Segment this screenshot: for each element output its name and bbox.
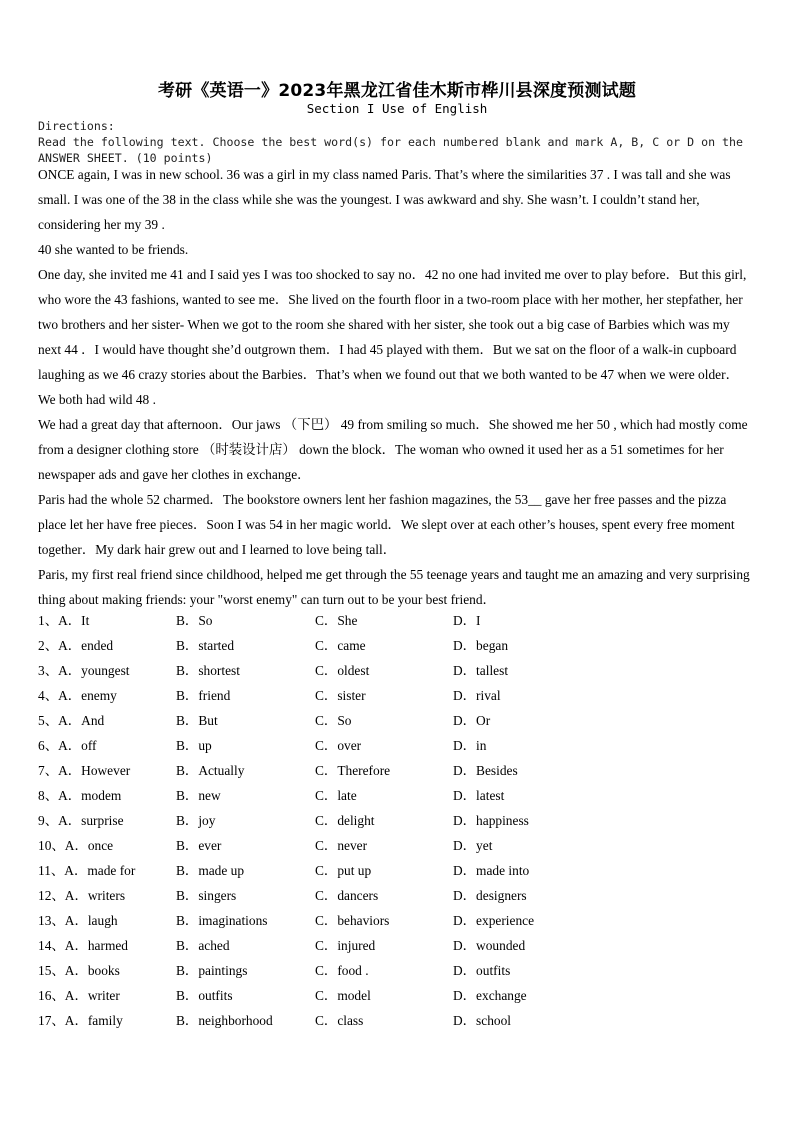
passage-paragraph: Paris had the whole 52 charmed．The bookstore owners lent her fashion magazines, the 53__ gave her free passes and the pizza place let her have free pieces．Soon I was 54 in her magic world．We slept over at each other’s houses, spent every free moment together．My dark hair grew out and I learned to love being tall． <box>38 492 735 557</box>
section-heading: Section I Use of English <box>306 101 488 116</box>
option-a: 16、A．writer <box>38 988 120 1003</box>
question-row <box>38 908 754 933</box>
question-row <box>38 708 754 733</box>
question-options <box>38 608 754 1033</box>
passage-paragraph: 40 she wanted to be friends. <box>38 242 189 257</box>
passage-paragraph: Paris, my first real friend since childhood, helped me get through the 55 teenage years and taught me an amazing and very surprising thing about making friends: your "worst enemy" can turn out to be your best friend． <box>38 567 750 607</box>
option-c: C．sister <box>315 688 366 703</box>
option-c: C．put up <box>315 863 372 878</box>
question-row <box>38 683 754 708</box>
option-c: C．dancers <box>315 888 379 903</box>
option-c: C．came <box>315 638 366 653</box>
question-row <box>38 633 754 658</box>
option-c: C．class <box>315 1013 364 1028</box>
option-a: 9、A．surprise <box>38 813 124 828</box>
option-c: C．model <box>315 988 371 1003</box>
question-row <box>38 958 754 983</box>
question-row <box>38 658 754 683</box>
option-d: D．experience <box>453 913 535 928</box>
question-row <box>38 733 754 758</box>
question-row <box>38 758 754 783</box>
option-b: B．ever <box>176 838 222 853</box>
option-c: C．Therefore <box>315 763 391 778</box>
directions-label: Directions: <box>38 119 115 133</box>
option-a: 8、A．modem <box>38 788 122 803</box>
option-d: D．happiness <box>453 813 529 828</box>
option-c: C．delight <box>315 813 375 828</box>
option-b: B．paintings <box>176 963 248 978</box>
option-a: 1、A．It <box>38 613 90 628</box>
option-d: D．Or <box>453 713 491 728</box>
option-a: 10、A．once <box>38 838 114 853</box>
question-row <box>38 783 754 808</box>
directions-text: Read the following text. Choose the best word(s) for each numbered blank and mark A, B, C or D on the ANSWER SHEET. (10 points) <box>38 135 743 165</box>
question-row <box>38 983 754 1008</box>
option-a: 13、A．laugh <box>38 913 118 928</box>
option-b: B．But <box>176 713 218 728</box>
option-d: D．rival <box>453 688 501 703</box>
question-row <box>38 883 754 908</box>
option-a: 2、A．ended <box>38 638 114 653</box>
option-c: C．behaviors <box>315 913 390 928</box>
option-b: B．friend <box>176 688 231 703</box>
question-row <box>38 1008 754 1033</box>
question-row <box>38 808 754 833</box>
option-d: D．wounded <box>453 938 526 953</box>
option-b: B．up <box>176 738 212 753</box>
question-row <box>38 833 754 858</box>
option-b: B．Actually <box>176 763 245 778</box>
option-d: D．in <box>453 738 487 753</box>
option-c: C．never <box>315 838 368 853</box>
option-b: B．joy <box>176 813 216 828</box>
option-c: C．oldest <box>315 663 370 678</box>
option-d: D．school <box>453 1013 512 1028</box>
option-d: D．I <box>453 613 481 628</box>
passage-paragraph: We had a great day that afternoon．Our jaws （下巴） 49 from smiling so much．She showed me her 50 , which had mostly come from a designer clothing store （时装设计店） down the block．The woman who owned it used her as a 51 sometimes for her newspaper ads and gave her clothes in exchange． <box>38 417 748 482</box>
reading-passage <box>38 162 754 612</box>
option-d: D．began <box>453 638 509 653</box>
option-a: 7、A．However <box>38 763 131 778</box>
option-a: 6、A．off <box>38 738 97 753</box>
option-a: 5、A．And <box>38 713 105 728</box>
option-b: B．shortest <box>176 663 240 678</box>
option-c: C．food . <box>315 963 369 978</box>
option-c: C．over <box>315 738 362 753</box>
option-d: D．Besides <box>453 763 518 778</box>
option-d: D．exchange <box>453 988 527 1003</box>
option-d: D．latest <box>453 788 505 803</box>
option-c: C．She <box>315 613 358 628</box>
question-row <box>38 933 754 958</box>
option-d: D．made into <box>453 863 530 878</box>
option-c: C．So <box>315 713 352 728</box>
option-b: B．imaginations <box>176 913 268 928</box>
question-row <box>38 858 754 883</box>
option-d: D．tallest <box>453 663 509 678</box>
option-b: B．ached <box>176 938 230 953</box>
option-d: D．yet <box>453 838 493 853</box>
option-a: 15、A．books <box>38 963 120 978</box>
option-a: 3、A．youngest <box>38 663 130 678</box>
passage-paragraph: ONCE again, I was in new school. 36 was a girl in my class named Paris. That’s where the similarities 37 . I was tall and she was small. I was one of the 38 in the class while she was the youngest. I was awkward and shy. She wasn’t. I couldn’t stand her, considering her my 39 . <box>38 167 731 232</box>
passage-paragraph: One day, she invited me 41 and I said yes I was too shocked to say no．42 no one had invited me over to play before．But this girl, who wore the 43 fashions, wanted to see me．She lived on the fourth floor in a two-room place with her mother, her stepfather, her two brothers and her sister- When we got to the room she shared with her sister, she took out a big case of Barbies which was my next 44 ．I would have thought she’d outgrown them．I had 45 played with them．But we sat on the floor of a walk-in cupboard laughing as we 46 crazy stories about the Barbies．That’s when we found out that we both wanted to be 47 when we were older．We both had wild 48 . <box>38 267 747 407</box>
question-row <box>38 608 754 633</box>
option-c: C．injured <box>315 938 376 953</box>
option-b: B．outfits <box>176 988 233 1003</box>
option-d: D．designers <box>453 888 527 903</box>
option-a: 12、A．writers <box>38 888 126 903</box>
option-b: B．singers <box>176 888 237 903</box>
option-b: B．made up <box>176 863 245 878</box>
option-a: 11、A．made for <box>38 863 136 878</box>
option-d: D．outfits <box>453 963 511 978</box>
option-a: 17、A．family <box>38 1013 123 1028</box>
option-a: 14、A．harmed <box>38 938 128 953</box>
option-c: C．late <box>315 788 357 803</box>
option-b: B．So <box>176 613 213 628</box>
option-b: B．neighborhood <box>176 1013 273 1028</box>
option-b: B．started <box>176 638 235 653</box>
page-title: 考研《英语一》2023年黑龙江省佳木斯市桦川县深度预测试题 <box>157 81 637 101</box>
option-a: 4、A．enemy <box>38 688 117 703</box>
option-b: B．new <box>176 788 221 803</box>
